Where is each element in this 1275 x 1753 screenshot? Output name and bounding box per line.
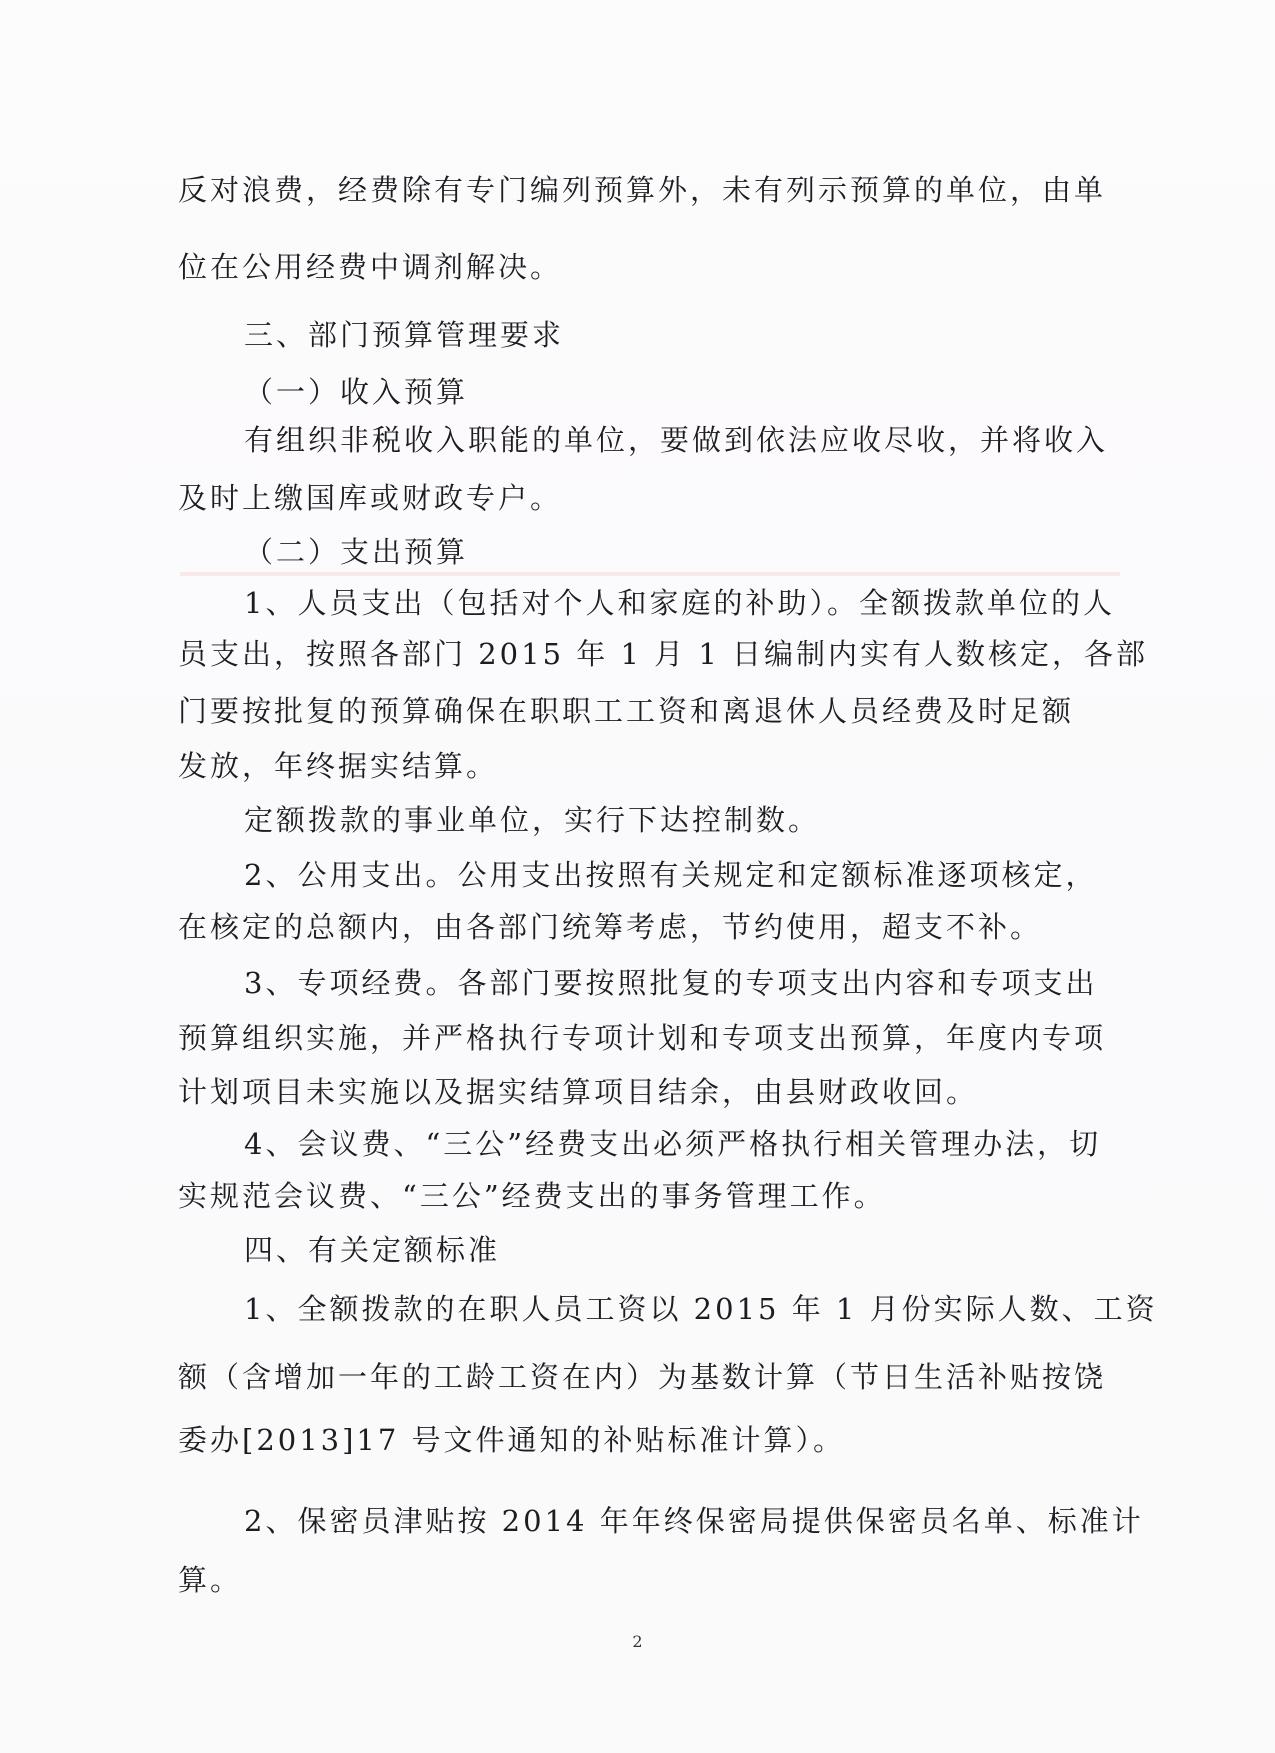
paragraph-line: 2、公用支出。公用支出按照有关规定和定额标准逐项核定， — [244, 858, 1098, 892]
subsection-heading: （二）支出预算 — [244, 535, 469, 569]
paragraph-line: 委办[2013]17 号文件通知的补贴标准计算）。 — [178, 1423, 846, 1457]
paragraph-line: 1、人员支出（包括对个人和家庭的补助）。全额拨款单位的人 — [244, 586, 1115, 620]
paragraph-line: 实规范会议费、“三公”经费支出的事务管理工作。 — [178, 1179, 886, 1213]
paragraph-line: 及时上缴国库或财政专户。 — [178, 481, 563, 515]
paragraph-line: 定额拨款的事业单位，实行下达控制数。 — [244, 803, 821, 837]
bleed-through-rule — [180, 572, 1120, 576]
paragraph-line: 3、专项经费。各部门要按照批复的专项支出内容和专项支出 — [244, 966, 1098, 1000]
paragraph-line: 门要按批复的预算确保在职职工工资和离退休人员经费及时足额 — [178, 694, 1075, 728]
section-heading: 四、有关定额标准 — [244, 1233, 501, 1267]
paragraph-line: 4、会议费、“三公”经费支出必须严格执行相关管理办法，切 — [244, 1127, 1102, 1161]
paragraph-line: 有组织非税收入职能的单位，要做到依法应收尽收，并将收入 — [244, 423, 1109, 457]
paragraph-line: 发放，年终据实结算。 — [178, 749, 499, 783]
paragraph-line: 额（含增加一年的工龄工资在内）为基数计算（节日生活补贴按饶 — [178, 1360, 1107, 1394]
paragraph-line: 1、全额拨款的在职人员工资以 2015 年 1 月份实际人数、工资 — [244, 1292, 1158, 1326]
paragraph-line: 在核定的总额内，由各部门统筹考虑，节约使用，超支不补。 — [178, 910, 1043, 944]
paragraph-line: 算。 — [178, 1563, 243, 1597]
paragraph-line: 预算组织实施，并严格执行专项计划和专项支出预算，年度内专项 — [178, 1021, 1107, 1055]
paragraph-line: 反对浪费，经费除有专门编列预算外，未有列示预算的单位，由单 — [178, 173, 1107, 207]
paragraph-line: 位在公用经费中调剂解决。 — [178, 250, 563, 284]
paragraph-line: 员支出，按照各部门 2015 年 1 月 1 日编制内实有人数核定，各部 — [178, 637, 1149, 671]
paragraph-line: 2、保密员津贴按 2014 年年终保密局提供保密员名单、标准计 — [244, 1504, 1144, 1538]
section-heading: 三、部门预算管理要求 — [244, 318, 565, 352]
subsection-heading: （一）收入预算 — [244, 375, 469, 409]
page-number: 2 — [632, 1632, 643, 1651]
paragraph-line: 计划项目未实施以及据实结算项目结余，由县财政收回。 — [178, 1075, 979, 1109]
